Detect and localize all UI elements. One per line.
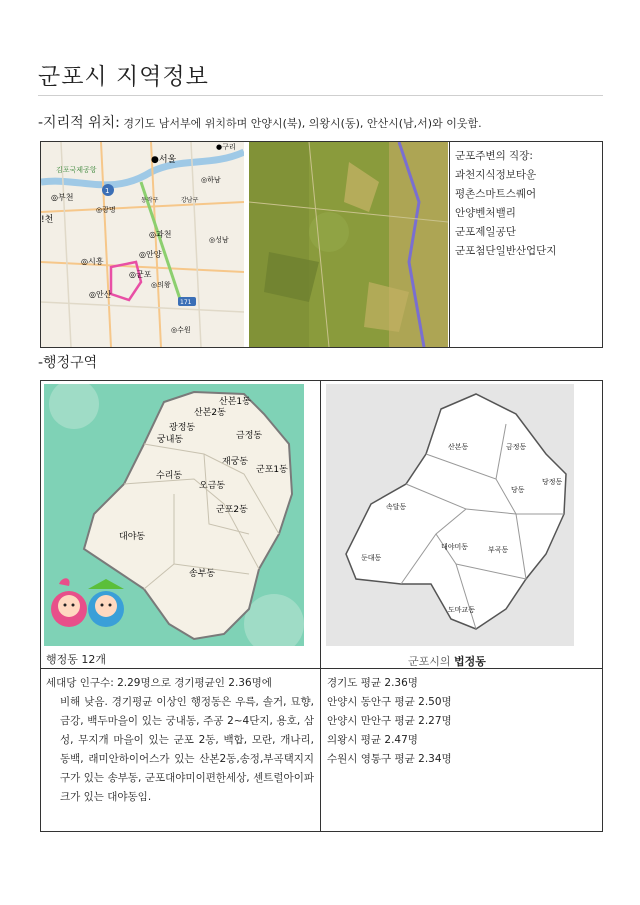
admin-table-row-divider [40, 668, 603, 669]
legal-dong-label: 둔대동 [361, 554, 382, 562]
legal-dong-label: 당동 [511, 486, 525, 494]
map-label-hanam: ◎하남 [201, 176, 221, 184]
legal-dong-label: 속달동 [386, 503, 407, 511]
route-171-label: 171 [180, 299, 192, 306]
nearby-item: 안양벤처밸리 [455, 207, 516, 219]
location-heading: -지리적 위치: [38, 115, 120, 131]
dong-label: 수리동 [156, 471, 183, 481]
nearby-workplaces [455, 147, 556, 261]
dong-label: 산본2동 [194, 408, 226, 418]
household-stats-body: 비해 낮음. 경기평균 이상인 행정동은 우륵, 솔거, 묘향, 금강, 백두마을이 있는 궁내동, 주공 2~4단지, 용호, 삼성, 무지개 마을이 있는 군포 2동, 백합, 모란, 개나리, 동백, 래미안하이어스가 있는 산본2동,송정,부곡택지지구가 있는 송부동, 군포대야미이편한세상, 센트럴아이파크가 있는 대야동임. [60, 696, 314, 803]
map-label-ansan: ◎안산 [89, 290, 112, 299]
satellite-map[interactable] [249, 142, 448, 347]
admin-dong-map-graphic [44, 384, 304, 646]
map-label-bucheon: ◎부천 [51, 193, 74, 202]
legal-dong-caption [408, 653, 486, 669]
dong-label: 군포1동 [256, 465, 288, 475]
admin-table-divider [320, 380, 321, 832]
map-label-seoul: ●서울 [151, 155, 177, 165]
map-label-uiwang: ◎의왕 [151, 281, 171, 289]
map-label-seongnam: ◎성남 [209, 236, 229, 244]
legal-dong-caption-bold: 법정동 [454, 655, 486, 668]
legal-dong-map[interactable] [326, 384, 574, 646]
legal-dong-label: 산본동 [448, 443, 469, 451]
location-box-divider [449, 141, 450, 348]
nearby-item: 평촌스마트스퀘어 [455, 188, 537, 200]
road-map-graphic [41, 142, 244, 347]
household-stats-left [46, 674, 314, 807]
stat-line: 의왕시 평균 2.47명 [327, 734, 418, 746]
legal-dong-caption-prefix: 군포시의 [408, 655, 455, 668]
dong-label: 금정동 [236, 431, 263, 441]
legal-dong-label: 금정동 [506, 443, 527, 451]
page-title: 군포시 지역정보 [38, 64, 209, 90]
dong-label: 광정동 [169, 423, 196, 433]
stat-line: 안양시 만안구 평균 2.27명 [327, 715, 452, 727]
legal-dong-label: 부곡동 [488, 546, 509, 554]
admin-heading: -행정구역 [38, 355, 98, 371]
dong-label: 궁내동 [157, 435, 184, 445]
household-stats-first-line: 세대당 인구수: 2.29명으로 경기평균인 2.36명에 [46, 677, 272, 689]
map-label-guri: ●구리 [216, 143, 236, 151]
household-stats-right [327, 674, 452, 769]
nearby-heading: 군포주변의 직장: [455, 150, 533, 162]
map-label-gangnam: 강남구 [181, 197, 199, 204]
dong-label: 산본1동 [219, 397, 251, 407]
map-label-gwacheon: ◎과천 [149, 230, 172, 239]
map-label-gunpo: ◎군포 [129, 270, 152, 279]
admin-dong-caption: 행정동 12개 [46, 653, 106, 666]
location-line [38, 112, 482, 132]
road-map[interactable] [41, 142, 244, 347]
stat-line: 수원시 영통구 평균 2.34명 [327, 753, 452, 765]
dong-label: 재궁동 [222, 457, 249, 467]
admin-dong-map[interactable] [44, 384, 304, 646]
location-text: 경기도 남서부에 위치하며 안양시(북), 의왕시(동), 안산시(남,서)와 이웃함. [119, 117, 482, 130]
title-divider [38, 95, 603, 96]
nearby-item: 군포제일공단 [455, 226, 516, 238]
stat-line: 안양시 동안구 평균 2.50명 [327, 696, 452, 708]
nearby-item: 군포첨단일반산업단지 [455, 245, 557, 257]
route-1-label: 1 [105, 187, 110, 195]
dong-label: 오금동 [199, 481, 226, 491]
dong-label: 대야동 [119, 532, 146, 542]
legal-dong-label: 도마교동 [448, 606, 476, 614]
map-label-gwangmyeong: ◎광명 [96, 206, 116, 214]
nearby-item: 과천지식정보타운 [455, 169, 537, 181]
stat-line: 경기도 평균 2.36명 [327, 677, 418, 689]
satellite-map-graphic [249, 142, 448, 347]
map-label-gimpo-airport: 김포국제공항 [56, 166, 97, 174]
dong-label: 군포2동 [216, 505, 248, 515]
dong-label: 송부동 [189, 569, 216, 579]
legal-dong-map-graphic [326, 384, 574, 646]
legal-dong-label: 대야미동 [441, 543, 469, 551]
map-label-dongjak: 동작구 [141, 197, 159, 204]
map-label-incheon: !천 [41, 215, 54, 225]
map-label-anyang: ◎안양 [139, 250, 162, 259]
map-label-siheung: ◎시흥 [81, 257, 104, 266]
map-label-suwon: ◎수원 [171, 326, 191, 334]
legal-dong-label: 당정동 [542, 478, 563, 486]
